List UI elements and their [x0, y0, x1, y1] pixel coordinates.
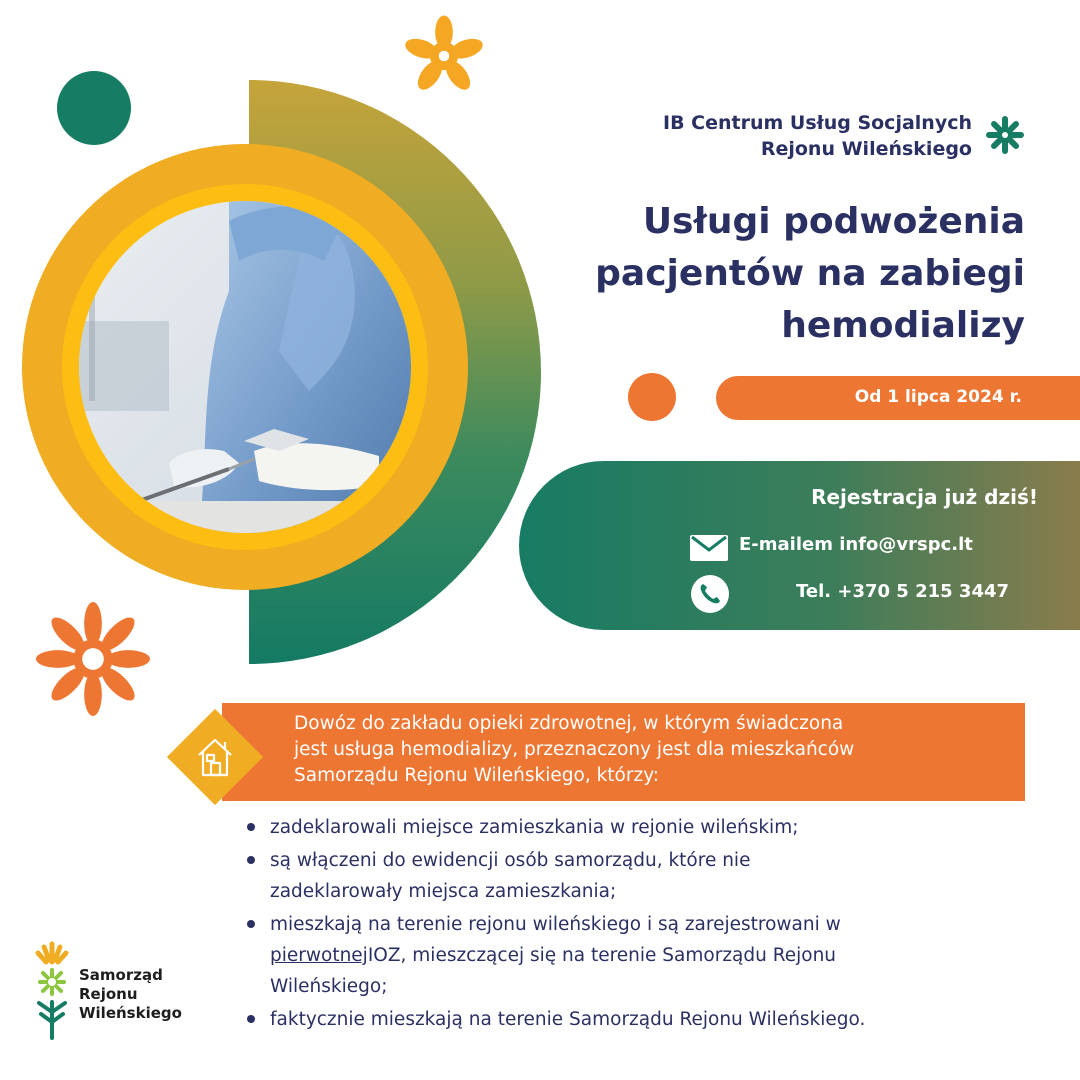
date-dot: [628, 373, 676, 421]
municipality-logo-icon: [32, 940, 72, 1040]
page-title-line3: hemodializy: [781, 305, 1025, 346]
municipality-name-line1: Samorząd: [79, 966, 163, 984]
list-item: [245, 845, 1035, 907]
registration-title: Rejestracja już dziś!: [811, 485, 1038, 509]
bullet-icon: [247, 823, 255, 831]
registration-phone[interactable]: Tel. +370 5 215 3447: [796, 581, 1010, 602]
envelope-icon: [690, 535, 728, 561]
page-title-line1: Usługi podwożenia: [642, 201, 1025, 242]
eligibility-list: [245, 812, 1035, 1037]
list-item-text: faktycznie mieszkają na terenie Samorządu Rejonu Wileńskiego.: [270, 1009, 866, 1030]
list-item: [245, 812, 1035, 843]
house-icon: [167, 709, 263, 805]
organization-name: [663, 110, 972, 162]
asterisk-logo-icon: [984, 114, 1026, 156]
info-text: [294, 711, 1014, 789]
info-text-line3: Samorządu Rejonu Wileńskiego, którzy:: [294, 765, 660, 786]
info-text-line2: jest usługa hemodializy, przeznaczony jest dla mieszkańców: [294, 739, 855, 760]
organization-name-line1: IB Centrum Usług Socjalnych: [663, 112, 972, 134]
info-text-line1: Dowóz do zakładu opieki zdrowotnej, w którym świadczona: [294, 713, 844, 734]
organization-name-line2: Rejonu Wileńskiego: [760, 138, 972, 160]
bullet-icon: [247, 856, 255, 864]
decor-green-dot: [57, 71, 131, 145]
list-item-text: Wileńskiego;: [270, 976, 388, 997]
flower-top-icon: [400, 12, 488, 100]
underlined-word: pierwotnej: [270, 945, 368, 966]
list-item-text: mieszkają na terenie rejonu wileńskiego i są zarejestrowani w: [270, 914, 841, 935]
list-item-text: są włączeni do ewidencji osób samorządu, które nie: [270, 850, 751, 871]
municipality-name-line2: Rejonu: [79, 985, 138, 1003]
start-date: Od 1 lipca 2024 r.: [854, 387, 1022, 407]
list-item-text: zadeklarowali miejsce zamieszkania w rejonie wileńskim;: [270, 817, 799, 838]
municipality-name-line3: Wileńskiego: [79, 1004, 182, 1022]
bullet-icon: [247, 1015, 255, 1023]
page-title: [505, 196, 1025, 352]
registration-email[interactable]: E-mailem info@vrspc.lt: [739, 534, 973, 555]
list-item-text-rest: IOZ, mieszczącej się na terenie Samorządu Rejonu: [367, 945, 837, 966]
list-item: [245, 909, 1035, 1002]
municipality-name: [79, 966, 182, 1023]
medical-photo: [79, 201, 411, 533]
flower-left-icon: [34, 600, 152, 718]
list-item-text: [270, 940, 1035, 971]
list-item: [245, 1004, 1035, 1035]
bullet-icon: [247, 920, 255, 928]
phone-icon: [690, 574, 730, 614]
page-title-line2: pacjentów na zabiegi: [595, 253, 1025, 294]
list-item-text: zadeklarowały miejsca zamieszkania;: [270, 881, 617, 902]
